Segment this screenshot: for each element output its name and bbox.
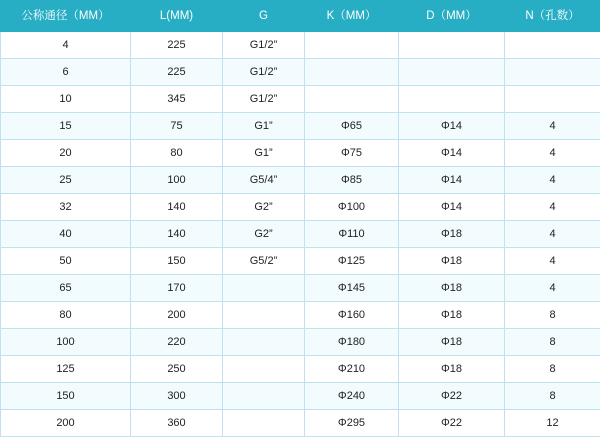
cell-g: G1” — [223, 113, 305, 140]
cell-nominal-diameter: 200 — [1, 410, 131, 437]
cell-g: G2” — [223, 194, 305, 221]
cell-d — [399, 32, 505, 59]
cell-l: 75 — [131, 113, 223, 140]
cell-d: Φ14 — [399, 167, 505, 194]
cell-nominal-diameter: 100 — [1, 329, 131, 356]
table-row — [1, 194, 600, 221]
cell-d: Φ18 — [399, 221, 505, 248]
cell-g: G2” — [223, 221, 305, 248]
column-header-n: N（孔数） — [505, 1, 600, 32]
cell-nominal-diameter: 50 — [1, 248, 131, 275]
cell-d: Φ14 — [399, 194, 505, 221]
cell-k: Φ145 — [305, 275, 399, 302]
cell-l: 200 — [131, 302, 223, 329]
table-row — [1, 302, 600, 329]
cell-nominal-diameter: 150 — [1, 383, 131, 410]
cell-k: Φ210 — [305, 356, 399, 383]
cell-g: G1” — [223, 140, 305, 167]
cell-g — [223, 410, 305, 437]
cell-nominal-diameter: 40 — [1, 221, 131, 248]
column-header-g: G — [223, 1, 305, 32]
cell-l: 225 — [131, 32, 223, 59]
cell-k: Φ295 — [305, 410, 399, 437]
cell-n: 4 — [505, 275, 600, 302]
cell-nominal-diameter: 125 — [1, 356, 131, 383]
cell-d — [399, 59, 505, 86]
cell-d: Φ18 — [399, 275, 505, 302]
cell-d: Φ18 — [399, 302, 505, 329]
cell-l: 250 — [131, 356, 223, 383]
table-row — [1, 383, 600, 410]
cell-nominal-diameter: 25 — [1, 167, 131, 194]
cell-nominal-diameter: 20 — [1, 140, 131, 167]
cell-k: Φ65 — [305, 113, 399, 140]
cell-g: G5/2” — [223, 248, 305, 275]
cell-nominal-diameter: 4 — [1, 32, 131, 59]
cell-nominal-diameter: 15 — [1, 113, 131, 140]
table-row — [1, 86, 600, 113]
column-header-d: D（MM） — [399, 1, 505, 32]
cell-n: 8 — [505, 329, 600, 356]
cell-k: Φ75 — [305, 140, 399, 167]
cell-n: 4 — [505, 113, 600, 140]
cell-l: 80 — [131, 140, 223, 167]
cell-g — [223, 302, 305, 329]
cell-n: 4 — [505, 140, 600, 167]
cell-n: 4 — [505, 167, 600, 194]
cell-d: Φ14 — [399, 113, 505, 140]
cell-g — [223, 383, 305, 410]
cell-g: G5/4” — [223, 167, 305, 194]
table-row — [1, 356, 600, 383]
cell-d: Φ18 — [399, 329, 505, 356]
cell-g: G1/2” — [223, 86, 305, 113]
cell-l: 220 — [131, 329, 223, 356]
cell-l: 300 — [131, 383, 223, 410]
cell-n: 8 — [505, 302, 600, 329]
table-header-row — [1, 1, 600, 32]
cell-d: Φ22 — [399, 410, 505, 437]
table-row — [1, 410, 600, 437]
cell-d — [399, 86, 505, 113]
cell-k — [305, 32, 399, 59]
cell-l: 225 — [131, 59, 223, 86]
cell-l: 140 — [131, 221, 223, 248]
cell-n: 8 — [505, 356, 600, 383]
table-row — [1, 248, 600, 275]
cell-g: G1/2” — [223, 32, 305, 59]
cell-k: Φ125 — [305, 248, 399, 275]
cell-d: Φ22 — [399, 383, 505, 410]
cell-nominal-diameter: 80 — [1, 302, 131, 329]
cell-l: 150 — [131, 248, 223, 275]
cell-k: Φ180 — [305, 329, 399, 356]
cell-d: Φ18 — [399, 356, 505, 383]
cell-k: Φ240 — [305, 383, 399, 410]
table-row — [1, 59, 600, 86]
table-row — [1, 221, 600, 248]
cell-n — [505, 32, 600, 59]
cell-d: Φ18 — [399, 248, 505, 275]
cell-l: 170 — [131, 275, 223, 302]
table-row — [1, 329, 600, 356]
cell-d: Φ14 — [399, 140, 505, 167]
table-row — [1, 167, 600, 194]
cell-nominal-diameter: 32 — [1, 194, 131, 221]
cell-nominal-diameter: 65 — [1, 275, 131, 302]
cell-k: Φ160 — [305, 302, 399, 329]
cell-n — [505, 86, 600, 113]
cell-nominal-diameter: 6 — [1, 59, 131, 86]
cell-l: 360 — [131, 410, 223, 437]
cell-g — [223, 329, 305, 356]
cell-n: 4 — [505, 248, 600, 275]
table-row — [1, 113, 600, 140]
cell-nominal-diameter: 10 — [1, 86, 131, 113]
cell-k: Φ85 — [305, 167, 399, 194]
cell-n — [505, 59, 600, 86]
cell-n: 4 — [505, 221, 600, 248]
column-header-k: K（MM） — [305, 1, 399, 32]
cell-g — [223, 356, 305, 383]
cell-l: 100 — [131, 167, 223, 194]
table-row — [1, 32, 600, 59]
cell-k: Φ110 — [305, 221, 399, 248]
cell-k — [305, 86, 399, 113]
cell-l: 345 — [131, 86, 223, 113]
cell-n: 4 — [505, 194, 600, 221]
column-header-l: L(MM) — [131, 1, 223, 32]
table-row — [1, 275, 600, 302]
cell-g — [223, 275, 305, 302]
cell-k: Φ100 — [305, 194, 399, 221]
column-header-nominal-diameter: 公称通径（MM） — [1, 1, 131, 32]
cell-k — [305, 59, 399, 86]
cell-n: 8 — [505, 383, 600, 410]
cell-l: 140 — [131, 194, 223, 221]
cell-n: 12 — [505, 410, 600, 437]
table-row — [1, 140, 600, 167]
cell-g: G1/2” — [223, 59, 305, 86]
